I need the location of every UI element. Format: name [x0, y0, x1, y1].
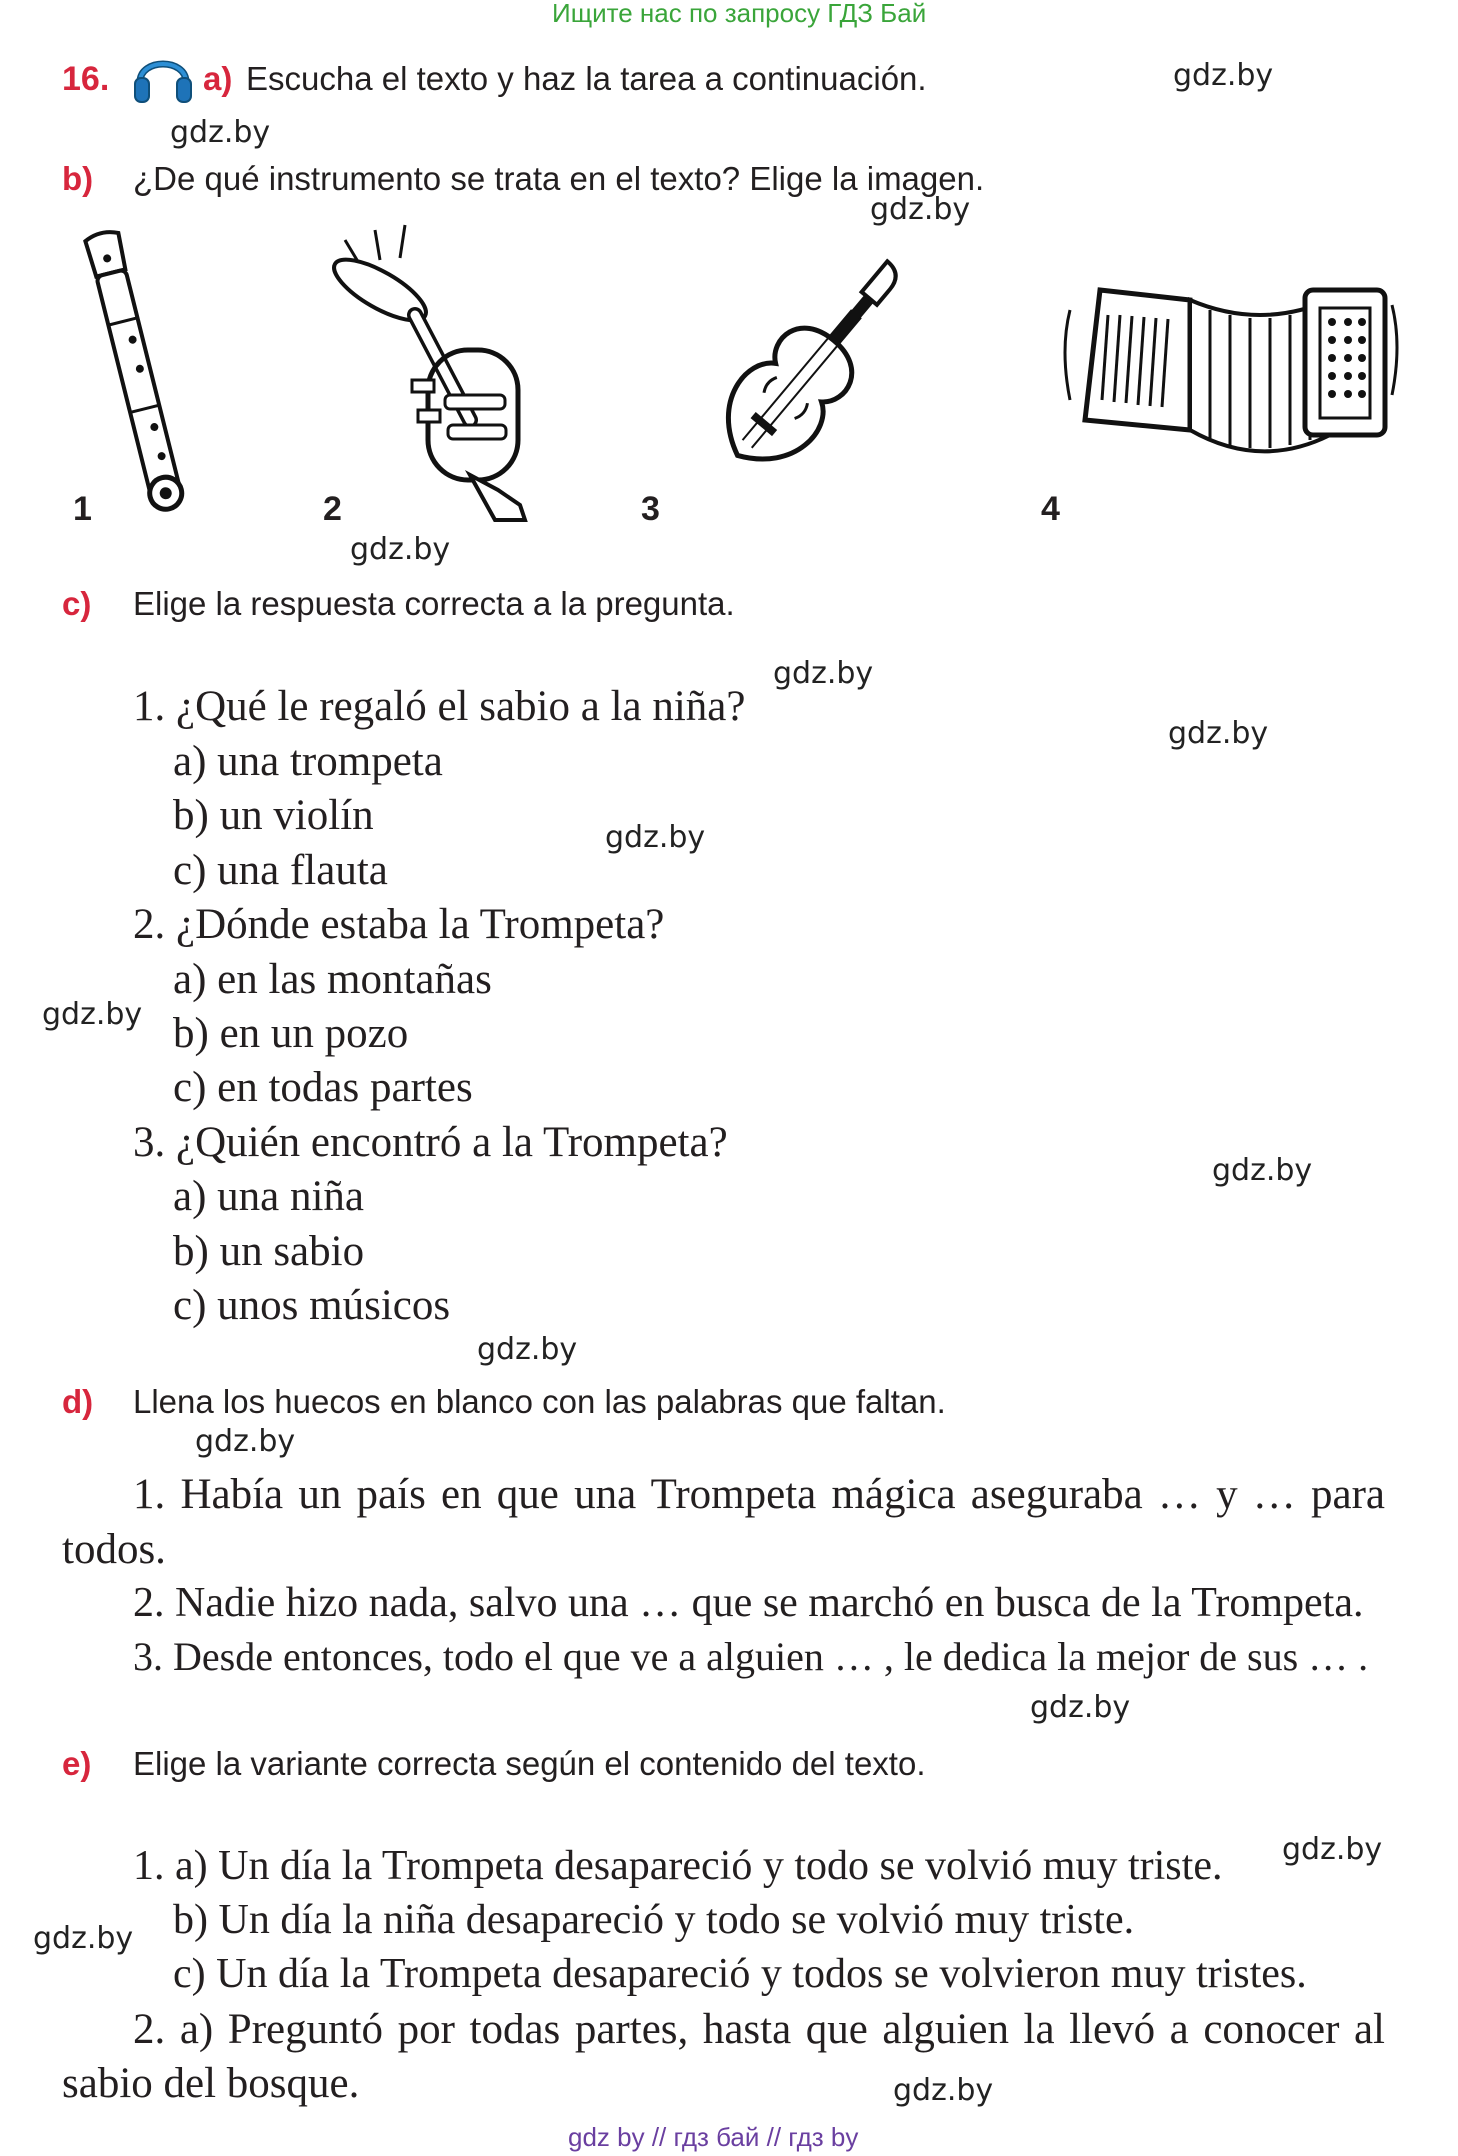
question-2-option-b: b) en un pozo — [173, 1010, 409, 1057]
image-label-1: 1 — [73, 490, 92, 528]
question-3-option-a: a) una niña — [173, 1173, 365, 1220]
part-d-label: d) — [62, 1383, 94, 1420]
question-1-option-c: c) una flauta — [173, 847, 388, 894]
question-1: 1. ¿Qué le regaló el sabio a la niña? — [133, 683, 746, 730]
variant-2-a-continued: sabio del bosque. — [62, 2060, 360, 2107]
question-3-option-c: c) unos músicos — [173, 1282, 451, 1329]
watermark: gdz.by — [605, 820, 706, 855]
part-e-label: e) — [62, 1745, 92, 1782]
watermark: gdz.by — [42, 997, 143, 1032]
headphones-icon — [132, 46, 194, 109]
watermark: gdz.by — [1168, 716, 1269, 751]
question-3: 3. ¿Quién encontró a la Trompeta? — [133, 1119, 728, 1166]
fill-sentence-2: 2. Nadie hizo nada, salvo una … que se marchó en busca de la Trompeta. — [133, 1580, 1364, 1626]
variant-2-a: 2. a) Preguntó por todas partes, hasta que alguien la llevó a conocer al — [133, 2006, 1385, 2053]
fill-sentence-3: 3. Desde entonces, todo el que ve a alguien … , le dedica la mejor de sus … . — [133, 1634, 1369, 1679]
watermark: gdz.by — [1282, 1832, 1383, 1867]
watermark: gdz.by — [1173, 58, 1274, 93]
watermark: gdz.by — [1212, 1153, 1313, 1188]
exercise-number: 16. — [62, 60, 110, 98]
image-label-2: 2 — [323, 490, 342, 528]
part-b-label: b) — [62, 160, 94, 197]
part-d-instruction: Llena los huecos en blanco con las palabras que faltan. — [133, 1383, 946, 1420]
question-2-option-a: a) en las montañas — [173, 956, 492, 1003]
trumpet-image — [320, 220, 550, 545]
variant-1-a: 1. a) Un día la Trompeta desapareció y todo se volvió muy triste. — [133, 1843, 1223, 1889]
footer-links: gdz by // гдз бай // гдз by — [568, 2122, 859, 2152]
fill-sentence-1-continued: todos. — [62, 1526, 166, 1573]
flute-image — [60, 225, 210, 520]
part-c-label: c) — [62, 585, 92, 622]
watermark: gdz.by — [773, 656, 874, 691]
question-1-option-b: b) un violín — [173, 792, 374, 839]
violin-image — [665, 235, 945, 520]
header-search-hint: Ищите нас по запросу ГДЗ Бай — [552, 0, 927, 28]
watermark: gdz.by — [170, 115, 271, 150]
question-2: 2. ¿Dónde estaba la Trompeta? — [133, 901, 665, 948]
question-3-option-b: b) un sabio — [173, 1228, 365, 1275]
watermark: gdz.by — [870, 192, 971, 227]
part-a-label: a) — [203, 60, 233, 97]
accordion-image — [1030, 260, 1410, 505]
variant-1-c: c) Un día la Trompeta desapareció y todos se volvieron muy tristes. — [173, 1951, 1307, 1997]
watermark: gdz.by — [1030, 1690, 1131, 1725]
watermark: gdz.by — [350, 532, 451, 567]
part-c-instruction: Elige la respuesta correcta a la pregunta. — [133, 585, 735, 622]
watermark: gdz.by — [893, 2073, 994, 2108]
part-e-instruction: Elige la variante correcta según el contenido del texto. — [133, 1745, 926, 1782]
image-label-3: 3 — [641, 490, 660, 528]
question-1-option-a: a) una trompeta — [173, 738, 443, 785]
watermark: gdz.by — [33, 1921, 134, 1956]
variant-1-b: b) Un día la niña desapareció y todo se volvió muy triste. — [173, 1897, 1135, 1943]
image-label-4: 4 — [1041, 490, 1060, 528]
watermark: gdz.by — [477, 1332, 578, 1367]
part-a-instruction: Escucha el texto y haz la tarea a continuación. — [246, 60, 927, 97]
question-2-option-c: c) en todas partes — [173, 1064, 473, 1111]
watermark: gdz.by — [195, 1424, 296, 1459]
part-b-instruction: ¿De qué instrumento se trata en el texto? Elige la imagen. — [133, 160, 985, 197]
fill-sentence-1: 1. Había un país en que una Trompeta mágica aseguraba … y … para — [133, 1471, 1385, 1518]
